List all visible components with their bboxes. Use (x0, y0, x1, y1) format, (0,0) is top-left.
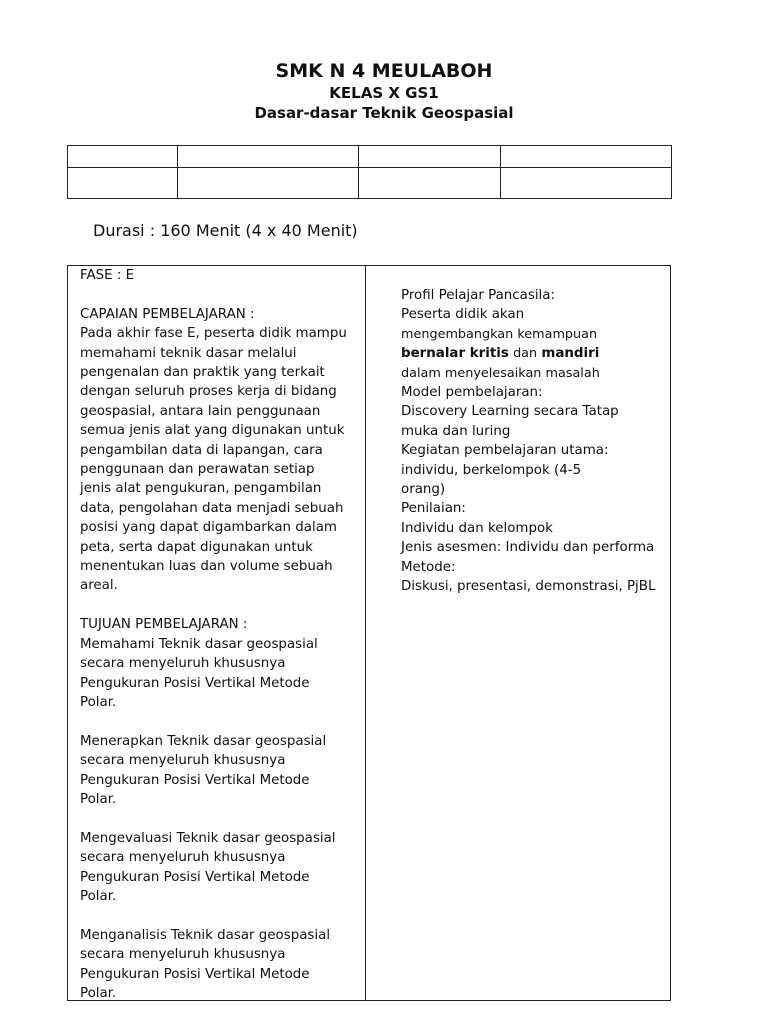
table-cell (68, 146, 178, 168)
left-column (80, 266, 360, 1003)
subject-title: Dasar-dasar Teknik Geospasial (254, 104, 514, 122)
table-row (68, 146, 672, 168)
table-cell (501, 146, 672, 168)
tujuan-item: Menganalisis Teknik dasar geospasial secara menyeluruh khususnya Pengukuran Posisi Vertikal Metode Polar. (80, 927, 331, 1001)
tujuan-item: Mengevaluasi Teknik dasar geospasial secara menyeluruh khususnya Pengukuran Posisi Vertikal Metode Polar. (80, 830, 336, 904)
tujuan-heading: TUJUAN PEMBELAJARAN : (80, 617, 248, 633)
tujuan-item: Memahami Teknik dasar geospasial secara menyeluruh khususnya Pengukuran Posisi Vertikal Metode Polar. (80, 636, 318, 710)
table-cell (359, 146, 501, 168)
profil-heading: Profil Pelajar Pancasila: (401, 288, 555, 303)
right-column (401, 286, 669, 597)
profil-values (401, 344, 669, 363)
table-cell (359, 168, 501, 199)
table-cell (178, 168, 359, 199)
class-title: KELAS X GS1 (329, 84, 439, 102)
duration-text: Durasi : 160 Menit (4 x 40 Menit) (93, 221, 358, 240)
capaian-heading: CAPAIAN PEMBELAJARAN : (80, 306, 255, 322)
model-line: muka dan luring (401, 423, 511, 439)
profil-line: dalam menyelesaikan masalah (401, 365, 600, 381)
model-heading: Model pembelajaran: (401, 385, 543, 401)
school-title: SMK N 4 MEULABOH (275, 60, 493, 82)
profil-line: Peserta didik akan (401, 307, 525, 323)
kegiatan-line: individu, berkelompok (4-5 (401, 462, 582, 478)
penilaian-text: Individu dan kelompok (401, 520, 553, 536)
profil-bold: mandiri (541, 346, 600, 362)
table-cell (501, 168, 672, 199)
content-box (67, 265, 671, 1001)
fase-label: FASE : E (80, 268, 135, 283)
jenis-asesmen: Jenis asesmen: Individu dan performa (401, 540, 655, 556)
model-line: Discovery Learning secara Tatap (401, 404, 619, 420)
tujuan-item: Menerapkan Teknik dasar geospasial secara menyeluruh khususnya Pengukuran Posisi Vertikal Metode Polar. (80, 733, 327, 807)
column-divider (365, 266, 366, 1000)
metode-text: Diskusi, presentasi, demonstrasi, PjBL (401, 579, 656, 595)
profil-line: mengembangkan kemampuan (401, 326, 598, 342)
profil-bold: bernalar kritis (401, 346, 509, 362)
kegiatan-heading: Kegiatan pembelajaran utama: (401, 443, 609, 459)
profil-dan: dan (513, 346, 538, 362)
penilaian-heading: Penilaian: (401, 501, 466, 517)
kegiatan-line: orang) (401, 482, 446, 498)
table-row (68, 168, 672, 199)
metode-heading: Metode: (401, 559, 456, 575)
info-table (67, 145, 672, 199)
capaian-text: Pada akhir fase E, peserta didik mampu memahami teknik dasar melalui pengenalan dan praktik yang terkait dengan seluruh proses kerja di bidang geospasial, antara lain penggunaan semua jenis alat yang digunakan untuk pengambilan data di lapangan, cara penggunaan dan perawatan setiap jenis alat pengukuran, pengambilan data, pengolahan data menjadi sebuah posisi yang dapat digambarkan dalam peta, serta dapat digunakan untuk menentukan luas dan volume sebuah areal. (80, 326, 347, 594)
table-cell (68, 168, 178, 199)
table-cell (178, 146, 359, 168)
